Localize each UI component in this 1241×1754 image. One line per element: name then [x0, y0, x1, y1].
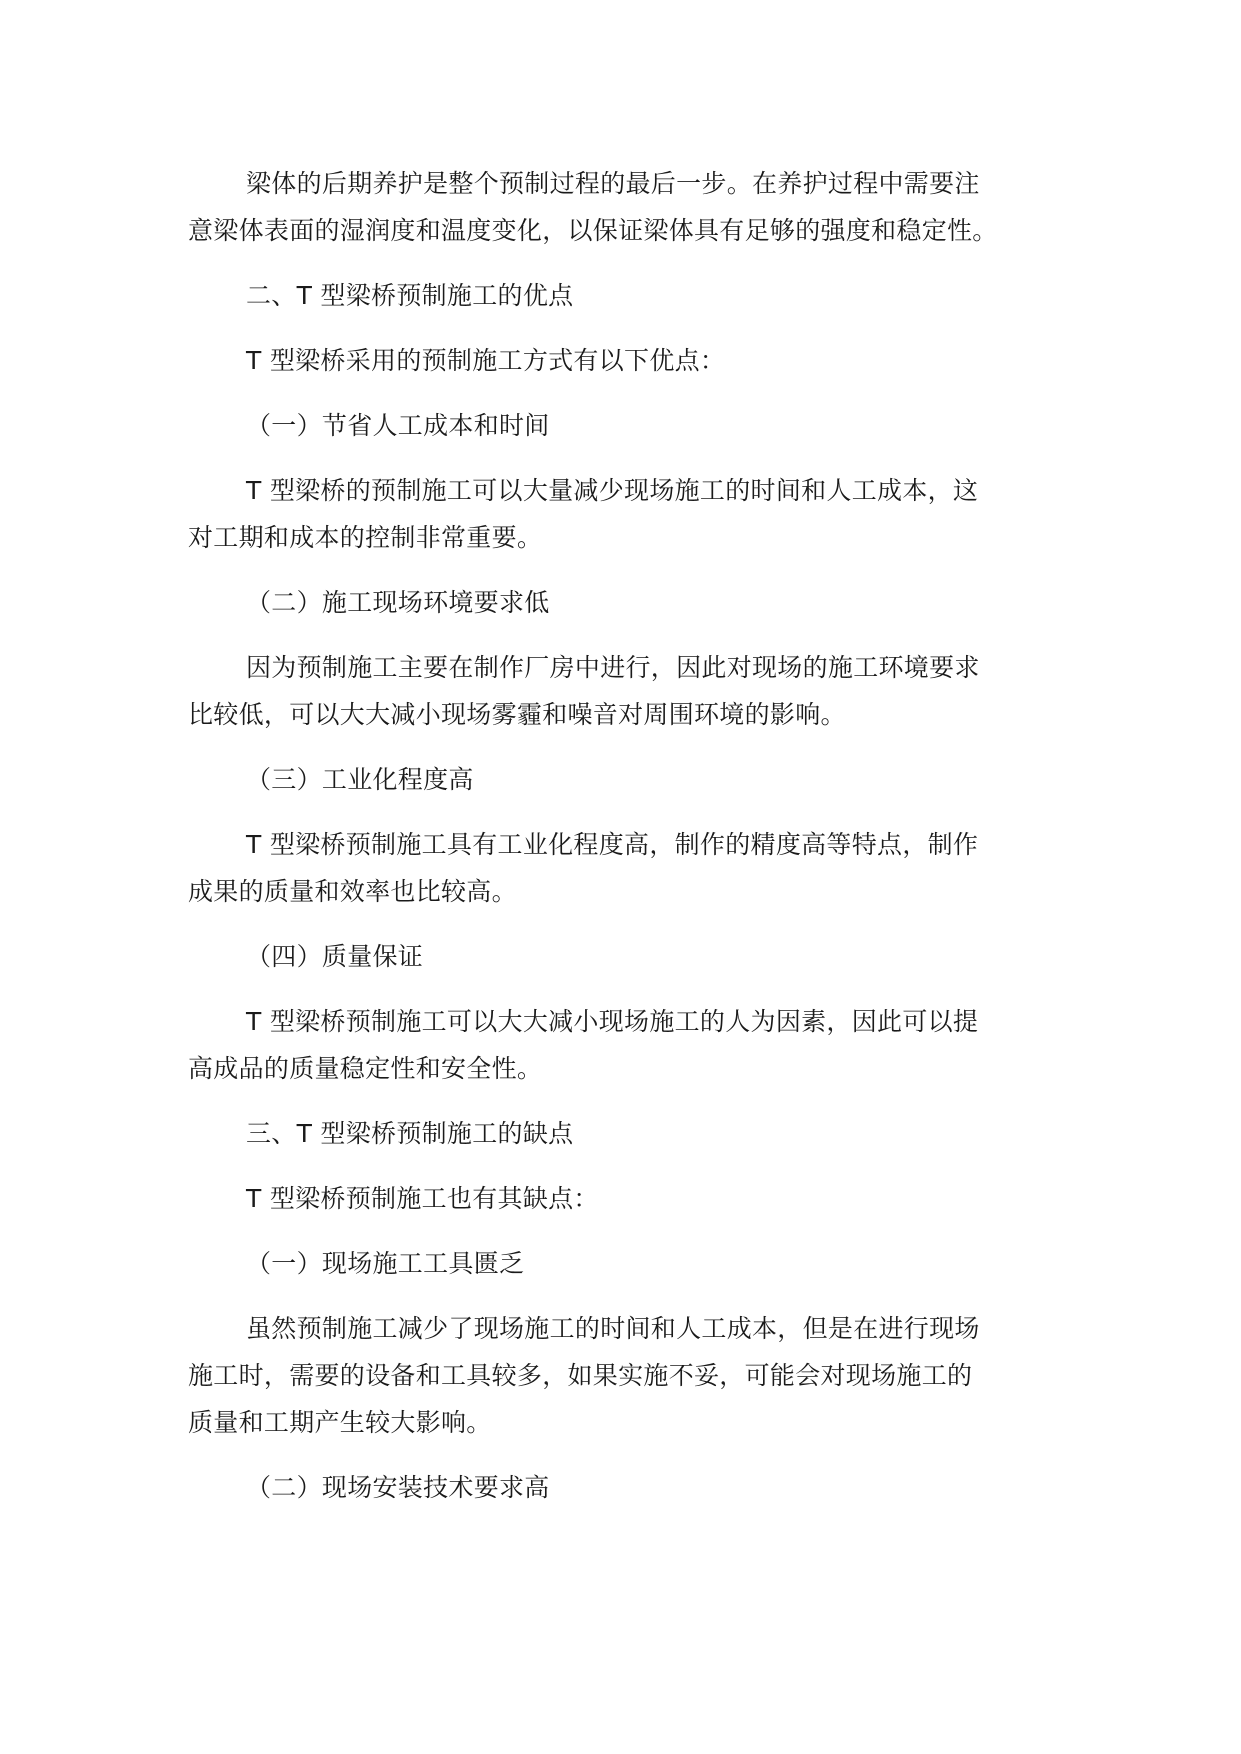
- subheading-advantage-2: （二）施工现场环境要求低: [246, 588, 550, 617]
- paragraph-advantages-intro: T 型梁桥采用的预制施工方式有以下优点：: [246, 346, 726, 375]
- document-body: [188, 160, 1068, 1511]
- paragraph-advantage-1: T 型梁桥的预制施工可以大量减少现场施工的时间和人工成本，这 对工期和成本的控制非常重要。: [188, 476, 979, 552]
- paragraph-gap: [188, 1157, 1068, 1175]
- paragraph-gap: [188, 319, 1068, 337]
- paragraph-gap: [188, 449, 1068, 467]
- paragraph-disadvantage-1: 虽然预制施工减少了现场施工的时间和人工成本，但是在进行现场 施工时，需要的设备和工具较多，如果实施不妥，可能会对现场施工的 质量和工期产生较大影响。: [188, 1314, 980, 1437]
- subheading-advantage-1: （一）节省人工成本和时间: [246, 411, 550, 440]
- subheading-disadvantage-1: （一）现场施工工具匮乏: [246, 1249, 525, 1278]
- subheading-advantage-4: （四）质量保证: [246, 942, 424, 971]
- paragraph-gap: [188, 626, 1068, 644]
- paragraph-gap: [188, 1222, 1068, 1240]
- paragraph-gap: [188, 1446, 1068, 1464]
- paragraph-gap: [188, 254, 1068, 272]
- heading-disadvantages: 三、T 型梁桥预制施工的缺点: [246, 1119, 574, 1148]
- subheading-disadvantage-2: （二）现场安装技术要求高: [246, 1473, 550, 1502]
- paragraph-gap: [188, 384, 1068, 402]
- paragraph-gap: [188, 1092, 1068, 1110]
- paragraph-gap: [188, 738, 1068, 756]
- heading-advantages: 二、T 型梁桥预制施工的优点: [246, 281, 574, 310]
- paragraph-curing: 梁体的后期养护是整个预制过程的最后一步。在养护过程中需要注 意梁体表面的湿润度和温度变化，以保证梁体具有足够的强度和稳定性。: [188, 169, 998, 245]
- paragraph-gap: [188, 1287, 1068, 1305]
- subheading-advantage-3: （三）工业化程度高: [246, 765, 474, 794]
- paragraph-advantage-4: T 型梁桥预制施工可以大大减小现场施工的人为因素，因此可以提 高成品的质量稳定性和安全性。: [188, 1007, 979, 1083]
- paragraph-disadvantages-intro: T 型梁桥预制施工也有其缺点：: [246, 1184, 599, 1213]
- paragraph-advantage-3: T 型梁桥预制施工具有工业化程度高，制作的精度高等特点，制作 成果的质量和效率也比较高。: [188, 830, 979, 906]
- paragraph-gap: [188, 803, 1068, 821]
- paragraph-gap: [188, 980, 1068, 998]
- paragraph-gap: [188, 915, 1068, 933]
- paragraph-gap: [188, 561, 1068, 579]
- paragraph-advantage-2: 因为预制施工主要在制作厂房中进行，因此对现场的施工环境要求 比较低，可以大大减小现场雾霾和噪音对周围环境的影响。: [188, 653, 980, 729]
